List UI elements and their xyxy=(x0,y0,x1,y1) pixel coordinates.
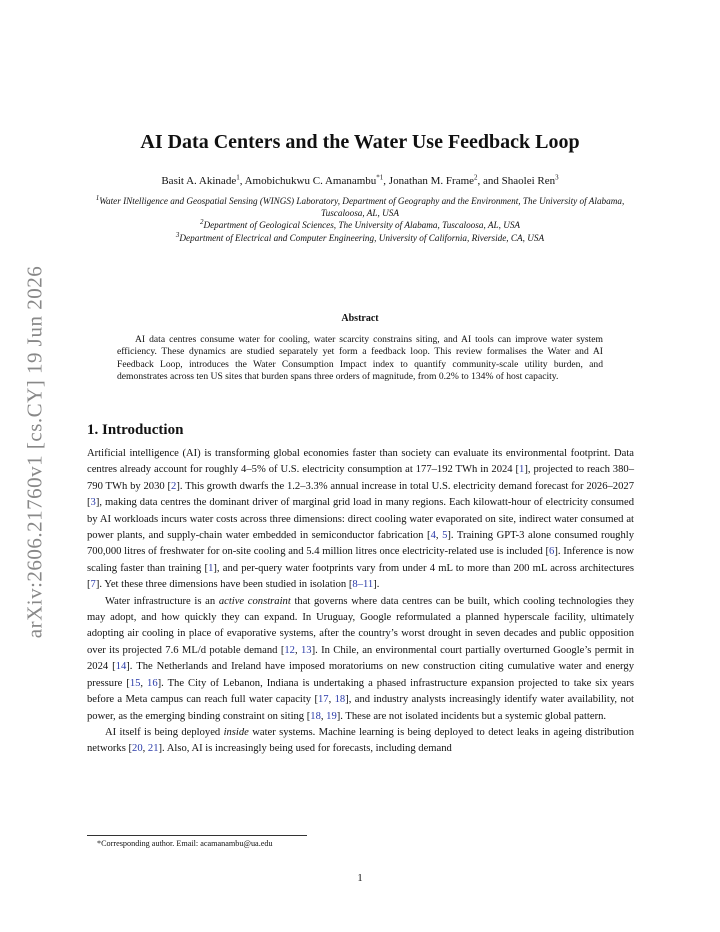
affiliation-line xyxy=(80,195,640,219)
citation-link[interactable]: 19 xyxy=(326,710,337,722)
affiliation-mark: 1 xyxy=(95,193,100,202)
text-run: ]. xyxy=(373,579,380,591)
text-run: water systems. Machine learning is being deployed to detect leaks in ageing distribution networks [ xyxy=(87,726,634,755)
affiliation-text: Department of Geological Sciences, The University of Alabama, Tuscaloosa, AL, USA xyxy=(203,220,521,231)
footnote: *Corresponding author. Email: acamanambu@ua.edu xyxy=(97,839,273,848)
affiliation-mark: 2 xyxy=(199,218,204,227)
citation-link[interactable]: 8–11 xyxy=(352,579,374,591)
affiliation-mark: 3 xyxy=(175,230,180,239)
text-run: , xyxy=(294,644,301,656)
paragraph xyxy=(87,725,634,758)
text-run: ]. Training GPT-3 alone consumed roughly 700,000 litres of freshwater for on-site cooling and 5.4 million litres once electricity-related use is included [ xyxy=(87,530,635,558)
paragraph xyxy=(87,446,634,594)
author-mark: 1 xyxy=(236,173,240,182)
citation-link[interactable]: 18 xyxy=(334,694,346,706)
author-list: Basit A. Akinade$^1$, Amobichukwu C. Amanambu$^{*1}$, Jonathan M. Frame$^2$, and Shaolei Ren$^3$ xyxy=(161,173,559,187)
author-mark: *1 xyxy=(376,173,384,182)
citation-link[interactable]: 1 xyxy=(208,562,214,574)
text-run: ]. Also, AI is increasingly being used for forecasts, including demand xyxy=(158,743,452,755)
citation-link[interactable]: 3 xyxy=(90,497,96,509)
text-run: , xyxy=(435,530,443,542)
citation-link[interactable]: 18 xyxy=(310,710,321,722)
citation-link[interactable]: 1 xyxy=(519,464,525,476)
citation-link[interactable]: 4 xyxy=(430,530,436,542)
citation-link[interactable]: 6 xyxy=(549,546,555,558)
affiliations xyxy=(80,195,640,244)
emphasis: active constraint xyxy=(218,595,291,607)
text-run: ]. Inference is now scaling faster than training [ xyxy=(87,546,634,574)
citation-link[interactable]: 12 xyxy=(284,644,295,656)
text-run: , xyxy=(320,710,327,722)
abstract-heading: Abstract xyxy=(341,313,379,324)
text-run: ]. The City of Lebanon, Indiana is undertaking a phased infrastructure expansion projected to take six years before a Meta campus can reach full water capacity [ xyxy=(87,677,634,706)
text-run: AI itself is being deployed xyxy=(105,726,224,738)
arxiv-identifier: arXiv:2606.21760v1 [cs.CY] 19 Jun 2026 xyxy=(22,265,47,639)
citation-link[interactable]: 17 xyxy=(318,694,329,706)
text-run: ]. This growth dwarfs the 1.2–3.3% annual increase in total U.S. electricity demand forecast for 2026–2027 [ xyxy=(87,480,634,509)
text-run: ]. These are not isolated incidents but a systemic global pattern. xyxy=(336,710,607,722)
citation-link[interactable]: 14 xyxy=(115,661,127,673)
abstract-text: AI data centres consume water for cooling, water scarcity constrains siting, and AI tools can improve water system efficiency. These dynamics are studied separately yet form a feedback loop. This review formalises the Water and AI Feedback Loop, introduces the Water Consumption Impact index to quantify community-scale utility burden, and demonstrates across ten US sites that burden spans three orders of magnitude, from 0.2% to 134% of host capacity. xyxy=(117,334,603,382)
footnote-rule xyxy=(87,835,307,836)
citation-link[interactable]: 13 xyxy=(300,644,312,656)
body-text xyxy=(87,446,634,758)
text-run: Artificial intelligence (AI) is transforming global economies faster than society can evaluate its environmental footprint. Data centres already account for roughly 4–5% of U.S. electricity consumption at 177–192 TWh in 2024 [ xyxy=(87,448,634,476)
affiliation-text: Department of Electrical and Computer Engineering, University of California, Riverside, CA, USA xyxy=(179,232,545,243)
text-run: ]. The Netherlands and Ireland have imposed moratoriums on new construction citing cumulative water and energy pressure [ xyxy=(87,661,634,689)
text-run: ]. Yet these three dimensions have been studied in isolation [ xyxy=(95,579,353,591)
citation-link[interactable]: 21 xyxy=(147,743,159,755)
citation-link[interactable]: 5 xyxy=(442,530,448,542)
section-heading: 1. Introduction xyxy=(87,422,184,438)
text-run: , xyxy=(328,694,335,706)
text-run: ], and per-query water footprints vary from under 4 mL to more than 200 mL across architectures [ xyxy=(87,562,634,591)
citation-link[interactable]: 7 xyxy=(90,579,96,591)
author-name: Basit A. Akinade xyxy=(161,175,237,187)
text-run: ], making data centres the dominant driver of marginal grid load in many regions. Each kilowatt-hour of electricity consumed by AI workloads incurs water costs across three dimensions: direct cooling water evaporated on site, indirect water consumed at power plants, and supply-chain water embedded in semiconductor fabrication [ xyxy=(87,497,634,542)
text-run: ], projected to reach 380–790 TWh by 2030 [ xyxy=(87,464,634,492)
text-run: ], and industry analysts increasingly identify water availability, not power, as the emerging binding constraint on siting [ xyxy=(87,694,634,722)
text-run: that governs where data centres can be built, which cooling technologies they may adopt, and how quickly they can expand. In Uruguay, Google reformulated a planned hyperscale facility, ultimately adopting air cooling in place of evaporative systems, after the country’s worst drought in seven decades and public opposition over its projected 7.6 ML/d potable demand [ xyxy=(87,595,635,656)
citation-link[interactable]: 15 xyxy=(129,677,141,689)
citation-link[interactable]: 20 xyxy=(132,743,143,755)
page-number: 1 xyxy=(357,873,363,884)
paragraph xyxy=(87,594,634,725)
author-name: Shaolei Ren xyxy=(501,175,556,187)
citation-link[interactable]: 2 xyxy=(171,480,177,492)
author-mark: 3 xyxy=(555,173,559,182)
paper-title: AI Data Centers and the Water Use Feedback Loop xyxy=(140,131,580,153)
author-name: Amobichukwu C. Amanambu xyxy=(244,175,377,187)
text-run: ]. In Chile, an environmental court partially overturned Google’s permit in 2024 [ xyxy=(87,644,635,673)
author-mark: 2 xyxy=(474,173,478,182)
text-run: , xyxy=(142,743,148,755)
affiliation-text: Water INtelligence and Geospatial Sensing (WINGS) Laboratory, Department of Geography and the Environment, The University of Alabama, Tuscaloosa, AL, USA xyxy=(99,196,625,219)
affiliation-line xyxy=(80,219,640,231)
affiliation-line xyxy=(80,232,640,244)
emphasis: inside xyxy=(223,726,249,738)
author-name: Jonathan M. Frame xyxy=(388,175,475,187)
citation-link[interactable]: 16 xyxy=(147,677,158,689)
text-run: Water infrastructure is an xyxy=(105,595,219,607)
text-run: , xyxy=(140,677,148,689)
